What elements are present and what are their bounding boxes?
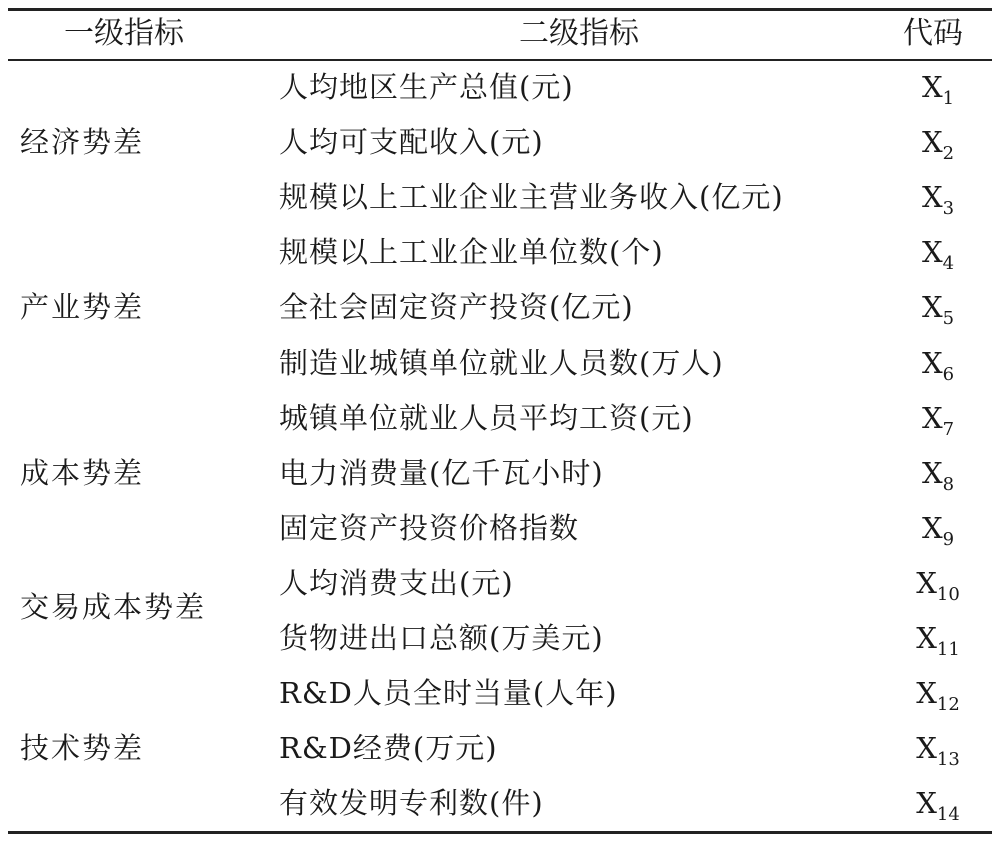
code-base: X [921, 511, 943, 545]
code-base: X [921, 401, 943, 435]
secondary-indicator: 人均可支配收入(元) [279, 125, 544, 159]
table-bottom-rule [8, 831, 992, 834]
primary-indicator: 产业势差 [20, 290, 145, 324]
indicator-code [900, 785, 976, 833]
header-code: 代码 [903, 16, 963, 51]
code-subscript: 12 [936, 694, 960, 715]
secondary-indicator: R&D经费(万元) [279, 731, 498, 765]
indicator-code [900, 289, 976, 337]
primary-indicator: 交易成本势差 [20, 590, 207, 624]
code-subscript: 11 [936, 639, 960, 660]
primary-indicator: 经济势差 [20, 125, 145, 159]
code-base: X [921, 290, 943, 324]
secondary-indicator: 规模以上工业企业单位数(个) [279, 235, 664, 269]
indicator-code [900, 510, 976, 558]
indicator-code [900, 620, 976, 668]
indicator-code [900, 69, 976, 117]
code-subscript: 10 [936, 584, 960, 605]
code-base: X [916, 676, 937, 710]
secondary-indicator: 有效发明专利数(件) [279, 786, 544, 820]
header-level2: 二级指标 [519, 16, 639, 51]
indicator-code [900, 345, 976, 393]
code-subscript: 13 [936, 749, 960, 770]
indicator-code [900, 124, 976, 172]
code-subscript: 3 [942, 198, 955, 219]
indicator-code [900, 675, 976, 723]
primary-indicator: 成本势差 [20, 456, 145, 490]
code-base: X [921, 180, 943, 214]
secondary-indicator: 全社会固定资产投资(亿元) [279, 290, 634, 324]
code-subscript: 7 [942, 419, 955, 440]
primary-indicator: 技术势差 [20, 731, 145, 765]
table-top-rule [8, 8, 992, 11]
code-subscript: 5 [942, 308, 955, 329]
code-subscript: 14 [936, 804, 960, 825]
secondary-indicator: 人均地区生产总值(元) [279, 70, 574, 104]
code-base: X [916, 566, 937, 600]
code-base: X [921, 125, 943, 159]
code-subscript: 4 [942, 253, 955, 274]
code-base: X [921, 70, 943, 104]
indicator-code [900, 455, 976, 503]
secondary-indicator: 规模以上工业企业主营业务收入(亿元) [279, 180, 784, 214]
secondary-indicator: 固定资产投资价格指数 [279, 511, 580, 545]
indicator-code [900, 400, 976, 448]
code-base: X [916, 731, 937, 765]
secondary-indicator: 制造业城镇单位就业人员数(万人) [279, 346, 724, 380]
code-subscript: 2 [942, 143, 955, 164]
code-base: X [916, 621, 937, 655]
code-subscript: 1 [942, 88, 955, 109]
code-base: X [921, 346, 943, 380]
secondary-indicator: 城镇单位就业人员平均工资(元) [279, 401, 694, 435]
indicator-code [900, 179, 976, 227]
indicator-code [900, 730, 976, 778]
table-header-rule [8, 59, 992, 61]
code-subscript: 9 [942, 529, 955, 550]
code-subscript: 6 [942, 364, 955, 385]
secondary-indicator: 人均消费支出(元) [279, 566, 514, 600]
code-base: X [921, 456, 943, 490]
code-subscript: 8 [942, 474, 955, 495]
header-level1: 一级指标 [64, 16, 184, 51]
indicator-code [900, 234, 976, 282]
code-base: X [921, 235, 943, 269]
indicator-code [900, 565, 976, 613]
secondary-indicator: R&D人员全时当量(人年) [279, 676, 618, 710]
code-base: X [916, 786, 937, 820]
secondary-indicator: 货物进出口总额(万美元) [279, 621, 604, 655]
secondary-indicator: 电力消费量(亿千瓦小时) [279, 456, 604, 490]
